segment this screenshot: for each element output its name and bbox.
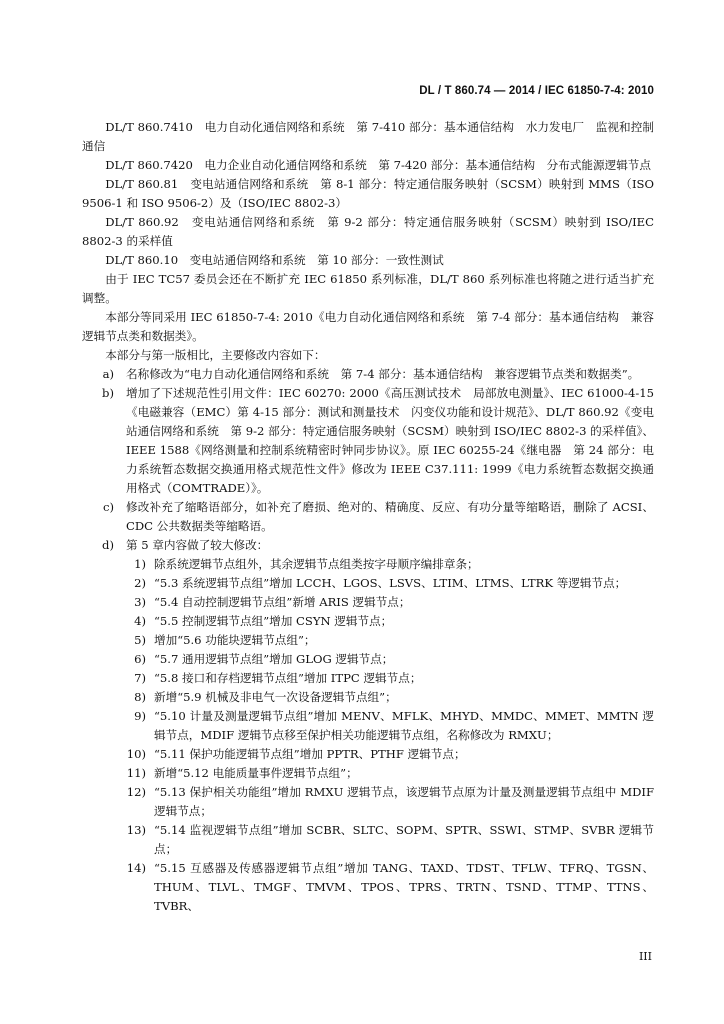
sub-list-marker: 4) [134,614,146,628]
sub-list-marker: 8) [134,690,146,704]
sub-list-item-text: “5.10 计量及测量逻辑节点组”增加 MENV、MFLK、MHYD、MMDC、MMET、MMTN 逻辑节点，MDIF 逻辑节点移至保护相关功能逻辑节点组，名称修改为 RMXU； [154,709,654,742]
sub-list-item-text: “5.3 系统逻辑节点组”增加 LCCH、LGOS、LSVS、LTIM、LTMS、LTRK 等逻辑节点； [154,576,627,590]
paragraph-ref-7420: DL/T 860.7420 电力企业自动化通信网络和系统 第 7-420 部分：基本通信结构 分布式能源逻辑节点 [105,158,651,172]
sub-list-item [82,859,654,916]
list-marker: b) [102,386,114,400]
sub-list-marker: 11) [126,766,146,780]
sub-list-marker: 13) [126,823,146,837]
list-item [82,536,654,555]
sub-list-item [82,707,654,745]
list-item [82,365,654,384]
list-item-text: 修改补充了缩略语部分，如补充了磨损、绝对的、精确度、反应、有功分量等缩略语，删除了 ACSI、CDC 公共数据类等缩略语。 [126,500,654,533]
sub-list-marker: 5) [134,633,146,647]
sub-list-item [82,783,654,821]
sub-list-marker: 12) [126,785,146,799]
sub-list-item [82,574,654,593]
document-body [82,118,654,916]
sub-list-item-text: “5.11 保护功能逻辑节点组”增加 PPTR、PTHF 逻辑节点； [154,747,466,761]
sub-list-item [82,821,654,859]
sub-list-item-text: 增加“5.6 功能块逻辑节点组”； [154,633,316,647]
sub-list-marker: 1) [134,557,146,571]
sub-list-marker: 3) [134,595,146,609]
list-marker: c) [102,500,114,514]
list-item-text: 增加了下述规范性引用文件：IEC 60270: 2000《高压测试技术 局部放电测量》、IEC 61000-4-15《电磁兼容（EMC）第 4-15 部分：测试和测量技术 闪变仪功能和设计规范》、DL/T 860.92《变电站通信网络和系统 第 9-2 部分：特定通信服务映射（SCSM）映射到 ISO/IEC 8802-3 的采样值》、IEEE 1588《网络测量和控制系统精密时钟同步协议》。原 IEC 60255-24《继电器 第 24 部分：电力系统暂态数据交换通用格式规范性文件》修改为 IEEE C37.111: 1999《电力系统暂态数据交换通用格式（COMTRADE）》。 [126,386,654,495]
running-header: DL / T 860.74 — 2014 / IEC 61850-7-4: 2010 [419,85,654,97]
page-number: III [638,950,652,963]
sub-list-item-text: 除系统逻辑节点组外，其余逻辑节点组类按字母顺序编排章条； [154,557,479,571]
sub-list-item-text: 新增“5.9 机械及非电气一次设备逻辑节点组”； [154,690,397,704]
sub-list-item [82,669,654,688]
sub-list-item-text: “5.14 监视逻辑节点组”增加 SCBR、SLTC、SOPM、SPTR、SSWI、STMP、SVBR 逻辑节点； [154,823,654,856]
sub-list-item-text: “5.4 自动控制逻辑节点组”新增 ARIS 逻辑节点； [154,595,411,609]
sub-list-item [82,650,654,669]
list-item-text: 名称修改为“电力自动化通信网络和系统 第 7-4 部分：基本通信结构 兼容逻辑节点类和数据类”。 [126,367,640,381]
sub-list-marker: 6) [134,652,146,666]
list-item [82,498,654,536]
list-item-text: 第 5 章内容做了较大修改： [126,538,269,552]
paragraph-ref-81: DL/T 860.81 变电站通信网络和系统 第 8-1 部分：特定通信服务映射（SCSM）映射到 MMS（ISO 9506-1 和 ISO 9506-2）及（ISO/IEC 8802-3） [82,177,654,210]
sub-list-item [82,688,654,707]
sub-list-item-text: “5.13 保护相关功能组”增加 RMXU 逻辑节点，该逻辑节点原为计量及测量逻辑节点组中 MDIF 逻辑节点； [154,785,654,818]
paragraph-ref-7410: DL/T 860.7410 电力自动化通信网络和系统 第 7-410 部分：基本通信结构 水力发电厂 监视和控制通信 [82,120,654,153]
sub-list-item-text: 新增“5.12 电能质量事件逻辑节点组”； [154,766,358,780]
paragraph-ref-92: DL/T 860.92 变电站通信网络和系统 第 9-2 部分：特定通信服务映射（SCSM）映射到 ISO/IEC 8802-3 的采样值 [82,215,654,248]
list-marker: d) [102,538,114,552]
sub-list-marker: 2) [134,576,146,590]
paragraph-ref-10: DL/T 860.10 变电站通信网络和系统 第 10 部分：一致性测试 [105,253,444,267]
sub-list-item-text: “5.5 控制逻辑节点组”增加 CSYN 逻辑节点； [154,614,393,628]
sub-list-marker: 7) [134,671,146,685]
sub-list-marker: 14) [126,861,146,875]
list-item [82,384,654,498]
sub-list-item [82,555,654,574]
sub-list-item [82,612,654,631]
sub-list-item-text: “5.15 互感器及传感器逻辑节点组”增加 TANG、TAXD、TDST、TFLW、TFRQ、TGSN、THUM、TLVL、TMGF、TMVM、TPOS、TPRS、TRTN、TSND、TTMP、TTNS、TVBR、 [154,861,654,913]
sub-list-item [82,764,654,783]
paragraph-changes-intro: 本部分与第一版相比，主要修改内容如下： [105,348,326,362]
sub-list-marker: 10) [126,747,146,761]
list-marker: a) [102,367,114,381]
paragraph-equivalence: 本部分等同采用 IEC 61850-7-4: 2010《电力自动化通信网络和系统 第 7-4 部分：基本通信结构 兼容逻辑节点类和数据类》。 [82,310,654,343]
sub-list-item-text: “5.8 接口和存档逻辑节点组”增加 ITPC 逻辑节点； [154,671,422,685]
sub-list-item [82,593,654,612]
sub-list-item [82,745,654,764]
paragraph-expansion-note: 由于 IEC TC57 委员会还在不断扩充 IEC 61850 系列标准，DL/T 860 系列标准也将随之进行适当扩充调整。 [82,272,654,305]
sub-list-item-text: “5.7 通用逻辑节点组”增加 GLOG 逻辑节点； [154,652,394,666]
sub-list-marker: 9) [134,709,146,723]
sub-list-item [82,631,654,650]
